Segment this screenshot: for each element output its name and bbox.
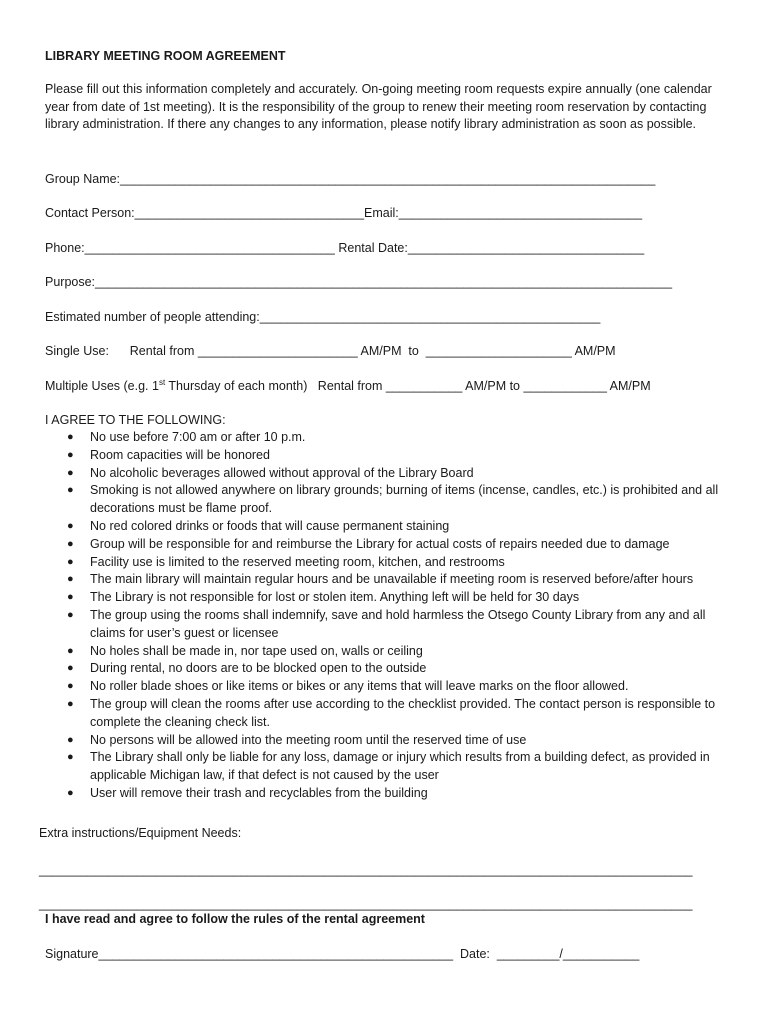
rule-text: No red colored drinks or foods that will cause permanent staining — [90, 518, 450, 533]
ordinal-suffix: st — [158, 378, 166, 387]
contact-email-field[interactable]: Contact Person:_________________________________Email:___________________________________ — [45, 206, 643, 220]
rule-text: No holes shall be made in, nor tape used on, walls or ceiling — [90, 643, 423, 658]
rule-item — [45, 749, 735, 785]
extra-instructions-line-2[interactable]: ______________________________________________________________________________________________ — [39, 897, 693, 911]
acknowledgement-statement: I have read and agree to follow the rules of the rental agreement — [45, 912, 425, 926]
rule-text: Room capacities will be honored — [90, 447, 270, 462]
bullet-icon: ● — [67, 573, 74, 586]
document-title: LIBRARY MEETING ROOM AGREEMENT — [45, 49, 286, 63]
group-name-field[interactable]: Group Name:_____________________________________________________________________________ — [45, 172, 656, 186]
phone-rental-date-field[interactable]: Phone:____________________________________ Rental Date:__________________________________ — [45, 241, 645, 255]
bullet-icon: ● — [67, 680, 74, 693]
rule-item — [45, 678, 735, 696]
bullet-icon: ● — [67, 733, 74, 746]
rule-text: Facility use is limited to the reserved meeting room, kitchen, and restrooms — [90, 554, 505, 569]
extra-instructions-label: Extra instructions/Equipment Needs: — [39, 826, 242, 840]
rule-item — [45, 785, 735, 803]
multiple-uses-field[interactable] — [45, 377, 651, 395]
bullet-icon: ● — [67, 466, 74, 479]
rule-item — [45, 554, 735, 572]
rule-item — [45, 482, 735, 518]
bullet-icon: ● — [67, 555, 74, 568]
bullet-icon: ● — [67, 591, 74, 604]
rule-item — [45, 518, 735, 536]
rule-item — [45, 536, 735, 554]
rule-text: The Library is not responsible for lost or stolen item. Anything left will be held for 30 days — [90, 590, 580, 605]
bullet-icon: ● — [67, 608, 74, 621]
bullet-icon: ● — [67, 786, 74, 799]
bullet-icon: ● — [67, 697, 74, 710]
extra-instructions-line-1[interactable]: ______________________________________________________________________________________________ — [39, 863, 693, 877]
intro-paragraph: Please fill out this information completely and accurately. On-going meeting room requests expire annually (one calendar year from date of 1st meeting). It is the responsibility of the group to renew their meeting room reservation by contacting library administration. If there any changes to any information, please notify library administration as soon as possible. — [45, 82, 712, 132]
rule-item — [45, 465, 735, 483]
agree-heading: I AGREE TO THE FOLLOWING: — [45, 413, 226, 427]
bullet-icon: ● — [67, 644, 74, 657]
multiple-uses-text-b: Thursday of each month) Rental from ___________ AM/PM to ____________ AM/PM — [165, 379, 651, 393]
signature-date-line[interactable]: Signature___________________________________________________ Date: _________/___________ — [45, 947, 640, 961]
rule-text: Group will be responsible for and reimburse the Library for actual costs of repairs needed due to damage — [90, 536, 670, 551]
rules-list — [45, 429, 735, 803]
rule-item — [45, 660, 735, 678]
bullet-icon: ● — [67, 537, 74, 550]
bullet-icon: ● — [67, 448, 74, 461]
rule-text: The group using the rooms shall indemnify, save and hold harmless the Otsego County Library from any and all claims for user’s guest or licensee — [90, 607, 706, 640]
multiple-uses-text-a: Multiple Uses (e.g. 1 — [45, 379, 159, 393]
rule-item — [45, 589, 735, 607]
rule-text: No roller blade shoes or like items or bikes or any items that will leave marks on the floor allowed. — [90, 679, 629, 694]
attendance-field[interactable]: Estimated number of people attending:_________________________________________________ — [45, 310, 601, 324]
bullet-icon: ● — [67, 662, 74, 675]
rule-item — [45, 447, 735, 465]
bullet-icon: ● — [67, 519, 74, 532]
rule-text: The group will clean the rooms after use according to the checklist provided. The contact person is responsible to complete the cleaning check list. — [90, 696, 716, 729]
rule-text: Smoking is not allowed anywhere on library grounds; burning of items (incense, candles, etc.) is prohibited and all decorations must be flame proof. — [90, 483, 719, 516]
bullet-icon: ● — [67, 484, 74, 497]
rule-text: No use before 7:00 am or after 10 p.m. — [90, 430, 306, 444]
purpose-field[interactable]: Purpose:___________________________________________________________________________________ — [45, 275, 673, 289]
rule-item — [45, 696, 735, 732]
rule-text: During rental, no doors are to be blocked open to the outside — [90, 661, 427, 676]
single-use-field[interactable]: Single Use: Rental from _______________________ AM/PM to _____________________ AM/PM — [45, 344, 616, 358]
rule-item — [45, 571, 735, 589]
rule-text: No alcoholic beverages allowed without approval of the Library Board — [90, 465, 474, 480]
rule-item — [45, 643, 735, 661]
rule-item — [45, 429, 735, 447]
rule-item — [45, 732, 735, 750]
rule-text: The Library shall only be liable for any loss, damage or injury which results from a building defect, as provided in applicable Michigan law, if that defect is not caused by the user — [90, 750, 710, 783]
rule-text: The main library will maintain regular hours and be unavailable if meeting room is reserved before/after hours — [90, 572, 694, 587]
bullet-icon: ● — [67, 431, 74, 443]
rule-item — [45, 607, 735, 643]
rule-text: User will remove their trash and recyclables from the building — [90, 785, 428, 800]
rule-text: No persons will be allowed into the meeting room until the reserved time of use — [90, 732, 527, 747]
bullet-icon: ● — [67, 751, 74, 764]
